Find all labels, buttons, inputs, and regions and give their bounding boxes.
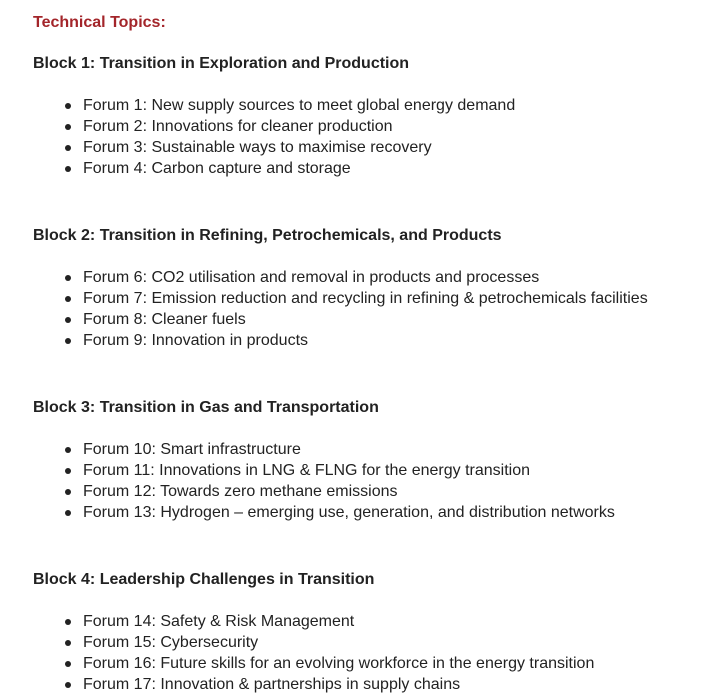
forum-label: Forum 3: Sustainable ways to maximise recovery: [83, 139, 432, 156]
forum-item: [33, 330, 718, 351]
forum-item: [33, 674, 718, 695]
bullet-dot-icon: [65, 317, 71, 323]
bullet-dot-icon: [65, 447, 71, 453]
forum-label: Forum 6: CO2 utilisation and removal in products and processes: [83, 269, 540, 286]
forum-label: Forum 10: Smart infrastructure: [83, 441, 301, 458]
block-1: [33, 54, 718, 179]
forum-label: Forum 9: Innovation in products: [83, 332, 309, 349]
forum-item: [33, 439, 718, 460]
block-title: Block 1: Transition in Exploration and Production: [33, 55, 410, 72]
forum-list: [33, 95, 718, 179]
bullet-dot-icon: [65, 145, 71, 151]
forum-label: Forum 17: Innovation & partnerships in supply chains: [83, 676, 461, 693]
bullet-dot-icon: [65, 468, 71, 474]
forum-item: [33, 116, 718, 137]
forum-label: Forum 13: Hydrogen – emerging use, generation, and distribution networks: [83, 504, 615, 521]
bullet-dot-icon: [65, 619, 71, 625]
forum-label: Forum 11: Innovations in LNG & FLNG for the energy transition: [83, 462, 531, 479]
forum-list: [33, 439, 718, 523]
forum-label: Forum 14: Safety & Risk Management: [83, 613, 355, 630]
bullet-dot-icon: [65, 640, 71, 646]
block-title: Block 2: Transition in Refining, Petrochemicals, and Products: [33, 227, 502, 244]
forum-item: [33, 653, 718, 674]
forum-label: Forum 7: Emission reduction and recycling in refining & petrochemicals facilities: [83, 290, 648, 307]
forum-item: [33, 137, 718, 158]
forum-item: [33, 502, 718, 523]
bullet-dot-icon: [65, 510, 71, 516]
bullet-dot-icon: [65, 338, 71, 344]
forum-list: [33, 267, 718, 351]
block-title: Block 4: Leadership Challenges in Transition: [33, 571, 375, 588]
forum-item: [33, 481, 718, 502]
block-title: Block 3: Transition in Gas and Transportation: [33, 399, 379, 416]
forum-item: [33, 95, 718, 116]
forum-item: [33, 611, 718, 632]
bullet-dot-icon: [65, 682, 71, 688]
forum-list: [33, 611, 718, 695]
forum-item: [33, 288, 718, 309]
forum-item: [33, 632, 718, 653]
bullet-dot-icon: [65, 103, 71, 109]
forum-item: [33, 309, 718, 330]
block-2: [33, 226, 718, 351]
bullet-dot-icon: [65, 489, 71, 495]
bullet-dot-icon: [65, 275, 71, 281]
forum-item: [33, 267, 718, 288]
forum-label: Forum 2: Innovations for cleaner production: [83, 118, 393, 135]
forum-label: Forum 4: Carbon capture and storage: [83, 160, 351, 177]
forum-label: Forum 15: Cybersecurity: [83, 634, 259, 651]
forum-label: Forum 8: Cleaner fuels: [83, 311, 246, 328]
bullet-dot-icon: [65, 166, 71, 172]
bullet-dot-icon: [65, 124, 71, 130]
forum-item: [33, 460, 718, 481]
forum-label: Forum 1: New supply sources to meet global energy demand: [83, 97, 516, 114]
forum-label: Forum 16: Future skills for an evolving workforce in the energy transition: [83, 655, 595, 672]
section-heading: Technical Topics:: [33, 14, 166, 31]
forum-item: [33, 158, 718, 179]
bullet-dot-icon: [65, 296, 71, 302]
block-3: [33, 398, 718, 523]
forum-label: Forum 12: Towards zero methane emissions: [83, 483, 398, 500]
block-4: [33, 570, 718, 695]
bullet-dot-icon: [65, 661, 71, 667]
